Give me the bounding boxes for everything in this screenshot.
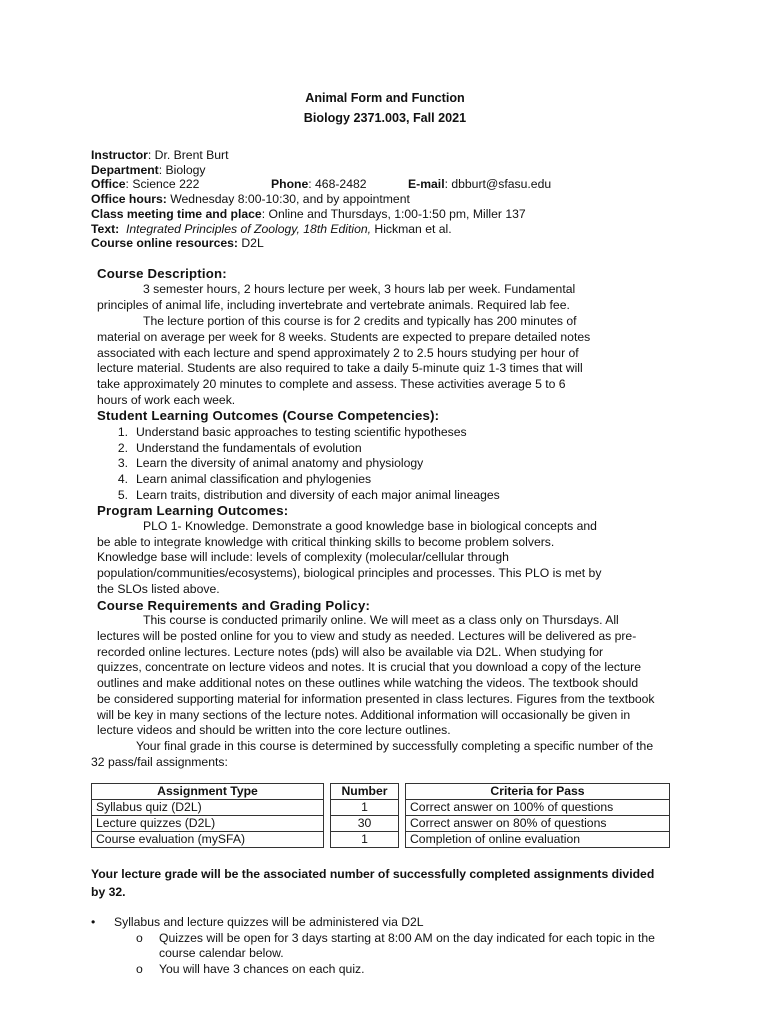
paragraph-line: 3 semester hours, 2 hours lecture per week, 3 hours lab per week. Fundamental xyxy=(143,282,576,296)
instructor-value: : Dr. Brent Burt xyxy=(147,148,229,162)
requirements-heading: Course Requirements and Grading Policy: xyxy=(97,598,371,613)
course-description-heading: Course Description: xyxy=(97,266,227,281)
phone-value: : 468-2482 xyxy=(308,177,367,191)
paragraph-line: lectures will be posted online for you to view and study as needed. Lectures will be delivered as pre- xyxy=(97,629,637,643)
slo-item: 1. Understand basic approaches to testing scientific hypotheses xyxy=(117,425,467,439)
paragraph-line: principles of animal life, including invertebrate and vertebrate animals. Required lab fee. xyxy=(97,298,570,312)
phone-label: Phone xyxy=(271,177,309,191)
office-line xyxy=(91,177,199,193)
office-hours-label: Office hours: xyxy=(91,192,167,206)
paragraph-line: be able to integrate knowledge with critical thinking skills to become problem solvers. xyxy=(97,535,555,549)
paragraph-line: population/communities/ecosystems), biological principles and processes. This PLO is met by xyxy=(97,566,602,580)
slo-heading: Student Learning Outcomes (Course Competencies): xyxy=(97,408,440,423)
sub-bullet-continuation: course calendar below. xyxy=(159,946,284,960)
resources-line xyxy=(91,236,264,252)
slo-item: 4. Learn animal classification and phylogenies xyxy=(117,472,372,486)
textbook-authors: Hickman et al. xyxy=(371,222,452,236)
paragraph-line: associated with each lecture and spend approximately 2 to 2.5 hours studying per hour of xyxy=(97,346,579,360)
table-row xyxy=(92,800,670,816)
paragraph-line: Your final grade in this course is determined by successfully completing a specific number of the xyxy=(136,739,654,753)
paragraph-line: This course is conducted primarily online. We will meet as a class only on Thursdays. All xyxy=(143,613,619,627)
table-cell: Syllabus quiz (D2L) xyxy=(92,800,324,816)
office-hours-line xyxy=(91,192,410,208)
table-cell: Course evaluation (mySFA) xyxy=(92,832,324,848)
paragraph-line: lecture videos and should be written into the core lecture outlines. xyxy=(97,723,451,737)
paragraph-line: recorded online lectures. Lecture notes (pds) will also be available via D2L. When studying for xyxy=(97,645,604,659)
email-label: E-mail xyxy=(408,177,445,191)
paragraph-line: will be key in many sections of the lecture notes. Additional information will occasionally be given in xyxy=(97,708,631,722)
grade-note-line: Your lecture grade will be the associated number of successfully completed assignments divided xyxy=(91,867,655,881)
paragraph-line: PLO 1- Knowledge. Demonstrate a good knowledge base in biological concepts and xyxy=(143,519,597,533)
paragraph-line: quizzes, concentrate on lecture videos and notes. It is crucial that you download a copy of the lecture xyxy=(97,660,642,674)
instructor-line xyxy=(91,148,229,164)
department-value: : Biology xyxy=(158,163,206,177)
meeting-value: : Online and Thursdays, 1:00-1:50 pm, Miller 137 xyxy=(261,207,526,221)
paragraph-line: The lecture portion of this course is for 2 credits and typically has 200 minutes of xyxy=(143,314,577,328)
course-subtitle: Biology 2371.003, Fall 2021 xyxy=(303,111,467,125)
email-line xyxy=(408,177,551,193)
resources-label: Course online resources: xyxy=(91,236,238,250)
paragraph-line: Knowledge base will include: levels of complexity (molecular/cellular through xyxy=(97,550,509,564)
table-cell: Correct answer on 100% of questions xyxy=(406,800,670,816)
table-cell: Completion of online evaluation xyxy=(406,832,670,848)
sub-bullet-item: o Quizzes will be open for 3 days starting at 8:00 AM on the day indicated for each topic in the xyxy=(136,931,655,945)
table-cell: 1 xyxy=(331,832,399,848)
paragraph-line: hours of work each week. xyxy=(97,393,236,407)
bullet-icon: • xyxy=(91,915,96,929)
paragraph-line: take approximately 20 minutes to complete and assess. These activities average 5 to 6 xyxy=(97,377,566,391)
sub-bullet-icon: o xyxy=(136,962,143,976)
assignment-table xyxy=(91,783,670,848)
office-value: : Science 222 xyxy=(125,177,200,191)
office-label: Office xyxy=(91,177,126,191)
bullet-item: • Syllabus and lecture quizzes will be administered via D2L xyxy=(91,915,424,929)
table-header: Criteria for Pass xyxy=(406,784,670,800)
sub-bullet-icon: o xyxy=(136,931,143,945)
plo-heading: Program Learning Outcomes: xyxy=(97,503,289,518)
table-cell: Lecture quizzes (D2L) xyxy=(92,816,324,832)
table-row xyxy=(92,816,670,832)
table-header: Assignment Type xyxy=(92,784,324,800)
department-label: Department xyxy=(91,163,159,177)
resources-value: D2L xyxy=(237,236,264,250)
table-header-row xyxy=(92,784,670,800)
slo-item: 3. Learn the diversity of animal anatomy and physiology xyxy=(117,456,424,470)
page-title: Animal Form and Function xyxy=(305,91,465,105)
table-cell: Correct answer on 80% of questions xyxy=(406,816,670,832)
instructor-label: Instructor xyxy=(91,148,148,162)
paragraph-line: be considered supporting material for information presented in class lectures. Figures from the textbook xyxy=(97,692,655,706)
meeting-line xyxy=(91,207,526,223)
sub-bullet-item: o You will have 3 chances on each quiz. xyxy=(136,962,365,976)
textbook-label: Text: xyxy=(91,222,120,236)
paragraph-line: outlines and make additional notes on these outlines while watching the videos. The textbook should xyxy=(97,676,639,690)
table-row xyxy=(92,832,670,848)
email-value: : dbburt@sfasu.edu xyxy=(444,177,552,191)
textbook-title: Integrated Principles of Zoology, 18th Edition, xyxy=(126,222,372,236)
phone-line xyxy=(271,177,367,193)
paragraph-line: the SLOs listed above. xyxy=(97,582,220,596)
slo-item: 2. Understand the fundamentals of evolution xyxy=(117,441,362,455)
paragraph-line: material on average per week for 8 weeks. Students are expected to prepare detailed notes xyxy=(97,330,591,344)
table-header: Number xyxy=(331,784,399,800)
table-cell: 1 xyxy=(331,800,399,816)
paragraph-line: lecture material. Students are also required to take a daily 5-minute quiz 1-3 times that will xyxy=(97,361,583,375)
paragraph-line: 32 pass/fail assignments: xyxy=(91,755,228,769)
office-hours-value: Wednesday 8:00-10:30, and by appointment xyxy=(166,192,410,206)
slo-item: 5. Learn traits, distribution and diversity of each major animal lineages xyxy=(117,488,500,502)
grade-note-line: by 32. xyxy=(91,885,126,899)
table-cell: 30 xyxy=(331,816,399,832)
meeting-label: Class meeting time and place xyxy=(91,207,262,221)
